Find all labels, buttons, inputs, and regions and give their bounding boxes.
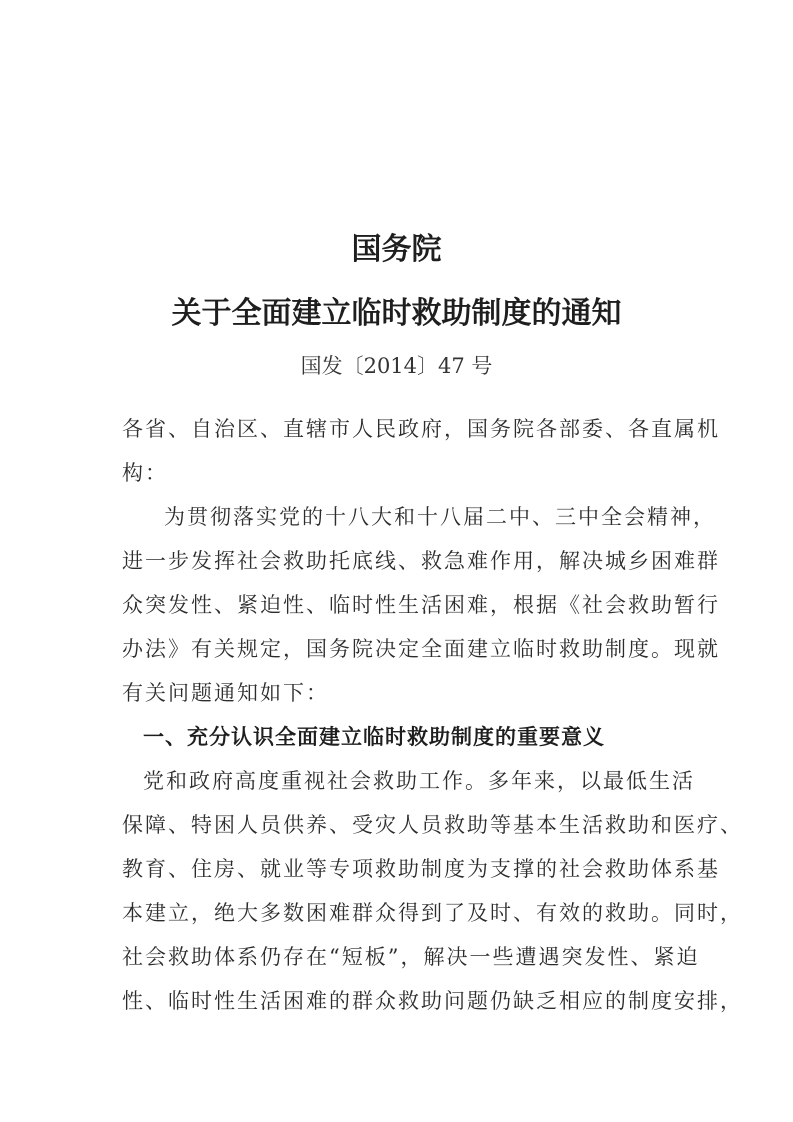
paragraph-line: 为贯彻落实党的十八大和十八届二中、三中全会精神， xyxy=(164,505,716,529)
issuer-title: 国务院 xyxy=(351,232,442,267)
paragraph-line: 党和政府高度重视社会救助工作。多年来，以最低生活 xyxy=(143,769,695,793)
section-heading: 一、充分认识全面建立临时救助制度的重要意义 xyxy=(143,725,605,749)
paragraph-line: 教育、住房、就业等专项救助制度为支撑的社会救助体系基 xyxy=(122,857,720,881)
paragraph-line: 有关问题通知如下： xyxy=(122,681,329,705)
paragraph-line: 众突发性、紧迫性、临时性生活困难，根据《社会救助暂行 xyxy=(122,593,720,617)
document-number: 国发〔2014〕47 号 xyxy=(300,354,493,378)
paragraph-line: 保障、特困人员供养、受灾人员救助等基本生活救助和医疗、 xyxy=(122,813,743,837)
document-title: 关于全面建立临时救助制度的通知 xyxy=(171,296,622,331)
paragraph-line: 性、临时性生活困难的群众救助问题仍缺乏相应的制度安排， xyxy=(122,989,743,1013)
addressee-line: 各省、自治区、直辖市人民政府，国务院各部委、各直属机 xyxy=(122,417,720,441)
paragraph-line: 办法》有关规定，国务院决定全面建立临时救助制度。现就 xyxy=(122,637,720,661)
paragraph-line: 社会救助体系仍存在“短板”，解决一些遭遇突发性、紧迫 xyxy=(122,945,700,969)
addressee-line: 构： xyxy=(122,461,168,485)
paragraph-line: 进一步发挥社会救助托底线、救急难作用，解决城乡困难群 xyxy=(122,549,720,573)
paragraph-line: 本建立，绝大多数困难群众得到了及时、有效的救助。同时， xyxy=(122,901,743,925)
